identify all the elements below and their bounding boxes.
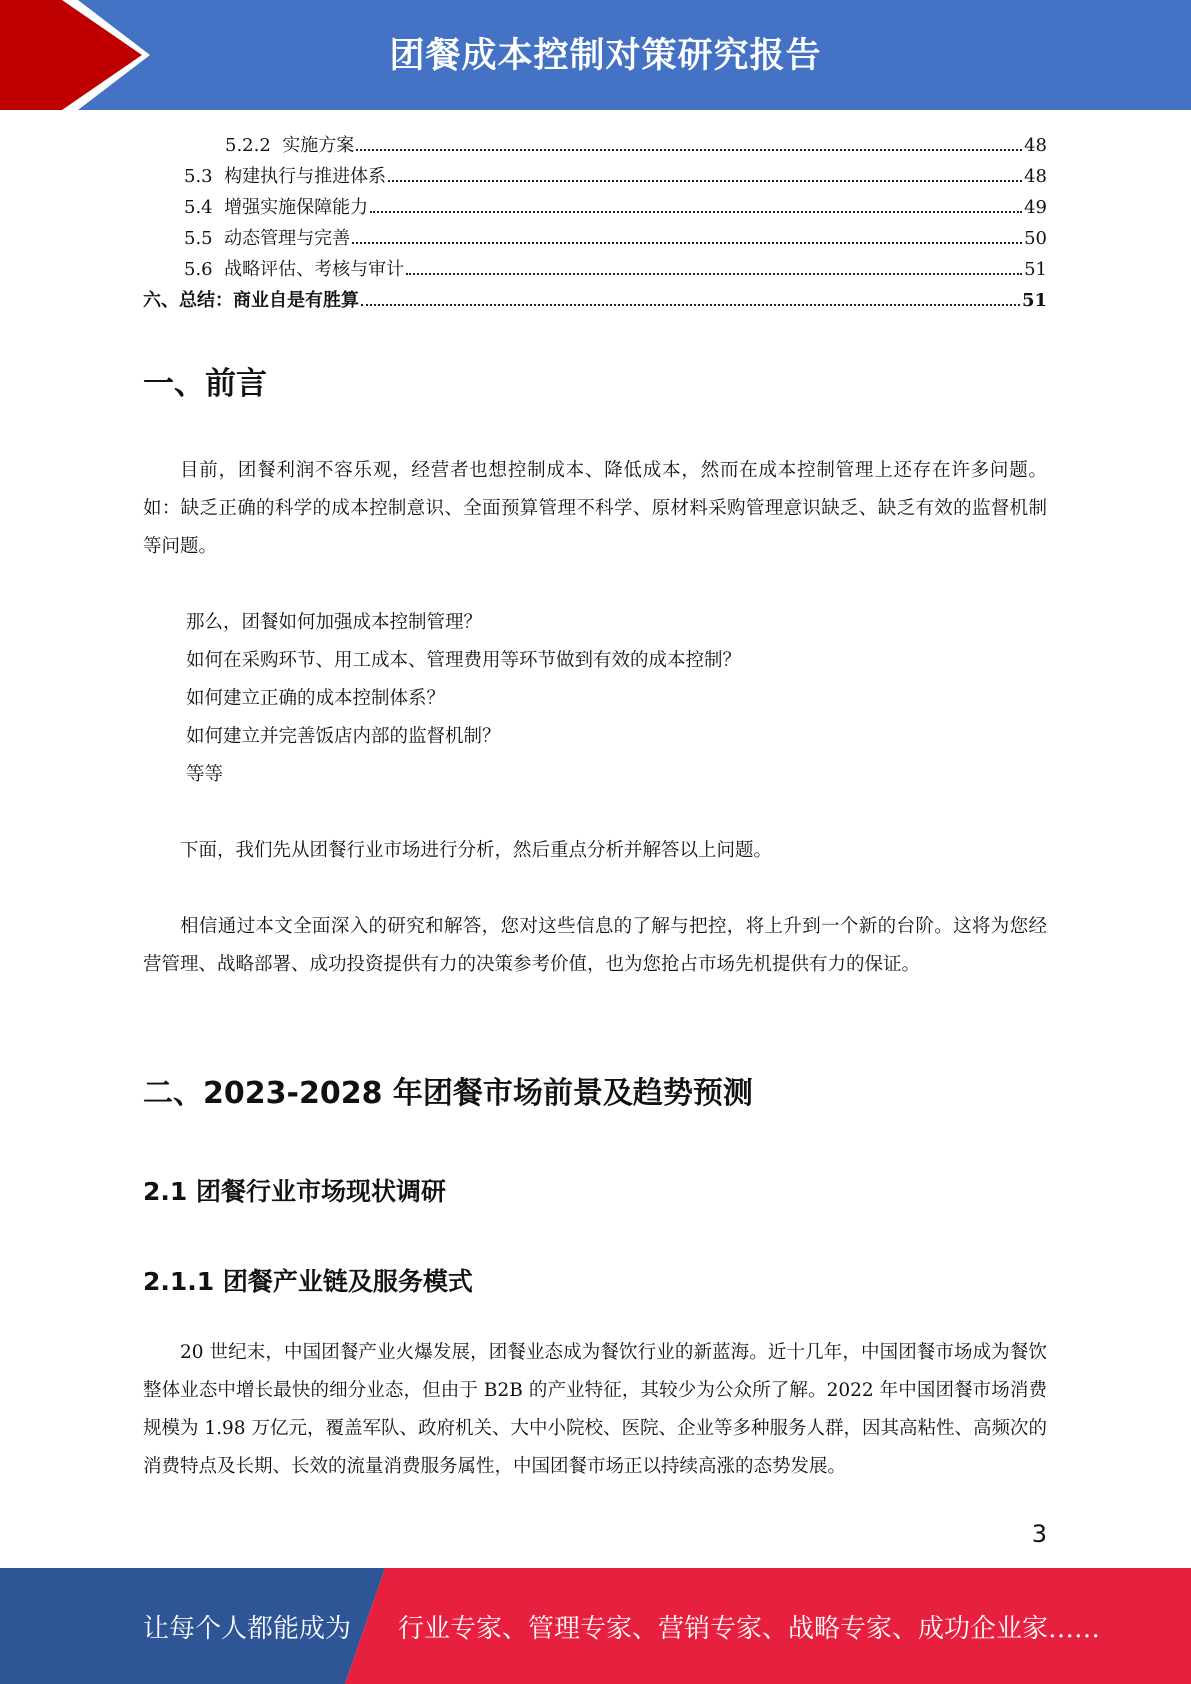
page-footer (0, 1568, 1191, 1684)
paragraph: 20 世纪末，中国团餐产业火爆发展，团餐业态成为餐饮行业的新蓝海。近十几年，中国团餐市场成为餐饮整体业态中增长最快的细分业态，但由于 B2B 的产业特征，其较少为公众所了解。2022 年中国团餐市场消费规模为 1.98 万亿元，覆盖军队、政府机关、大中小院校、医院、企业等多种服务人群，因其高粘性、高频次的消费特点及长期、长效的流量消费服务属性，中国团餐市场正以持续高涨的态势发展。 (143, 1342, 1047, 1477)
toc-entry-page: 49 (1024, 197, 1047, 218)
toc-entry-label: 5.5 动态管理与完善 (184, 228, 351, 249)
toc-entry[interactable] (143, 254, 1047, 285)
toc-entry[interactable] (143, 192, 1047, 223)
toc-entry[interactable] (143, 285, 1047, 316)
toc-leader-dots (361, 304, 1020, 306)
subsection-heading: 2.1.1 团餐产业链及服务模式 (143, 1267, 473, 1296)
toc-entry-page: 51 (1021, 290, 1047, 311)
toc-entry[interactable] (143, 161, 1047, 192)
toc-entry-page: 51 (1024, 259, 1047, 280)
toc-entry-page: 50 (1024, 228, 1047, 249)
section-heading-market-outlook: 二、2023-2028 年团餐市场前景及趋势预测 (143, 1076, 753, 1111)
question-item: 等等 (186, 764, 224, 785)
toc-leader-dots (406, 273, 1022, 275)
preface-paragraph-2 (143, 832, 1047, 870)
question-item: 如何建立正确的成本控制体系？ (186, 688, 446, 709)
toc-entry-label: 5.6 战略评估、考核与审计 (184, 259, 405, 280)
question-item: 那么，团餐如何加强成本控制管理？ (186, 612, 483, 633)
subsection-heading: 2.1 团餐行业市场现状调研 (143, 1177, 446, 1206)
toc-entry-label: 5.2.2 实施方案 (225, 135, 355, 156)
paragraph: 目前，团餐利润不容乐观，经营者也想控制成本、降低成本，然而在成本控制管理上还存在许多问题。如：缺乏正确的科学的成本控制意识、全面预算管理不科学、原材料采购管理意识缺乏、缺乏有效的监督机制等问题。 (143, 460, 1047, 557)
toc-entry-label: 5.4 增强实施保障能力 (184, 197, 369, 218)
toc-entry[interactable] (143, 130, 1047, 161)
toc-entry-page: 48 (1024, 166, 1047, 187)
toc-entry-page: 48 (1024, 135, 1047, 156)
question-item: 如何在采购环节、用工成本、管理费用等环节做到有效的成本控制？ (186, 650, 742, 671)
toc-entry-label: 5.3 构建执行与推进体系 (184, 166, 387, 187)
preface-paragraph-1 (143, 452, 1047, 566)
toc-entry-label: 六、总结：商业自是有胜算 (143, 290, 359, 311)
report-title: 团餐成本控制对策研究报告 (389, 36, 822, 76)
footer-slogan-right: 行业专家、管理专家、营销专家、战略专家、成功企业家…… (398, 1614, 1101, 1644)
question-item: 如何建立并完善饭店内部的监督机制？ (186, 726, 501, 747)
toc-entry[interactable] (143, 223, 1047, 254)
preface-paragraph-3 (143, 908, 1047, 984)
table-of-contents (143, 130, 1047, 316)
toc-leader-dots (370, 211, 1022, 213)
footer-slogan-left: 让每个人都能成为 (143, 1614, 352, 1644)
page-header (0, 0, 1191, 110)
toc-leader-dots (352, 242, 1022, 244)
paragraph: 下面，我们先从团餐行业市场进行分析，然后重点分析并解答以上问题。 (180, 840, 773, 861)
page-number: 3 (1031, 1520, 1047, 1548)
paragraph: 相信通过本文全面深入的研究和解答，您对这些信息的了解与把控，将上升到一个新的台阶。这将为您经营管理、战略部署、成功投资提供有力的决策参考价值，也为您抢占市场先机提供有力的保证。 (143, 916, 1047, 975)
section-heading-preface: 一、前言 (143, 366, 267, 402)
toc-leader-dots (388, 180, 1022, 182)
market-paragraph (143, 1334, 1047, 1486)
question-list (143, 604, 1047, 794)
toc-leader-dots (356, 149, 1022, 151)
